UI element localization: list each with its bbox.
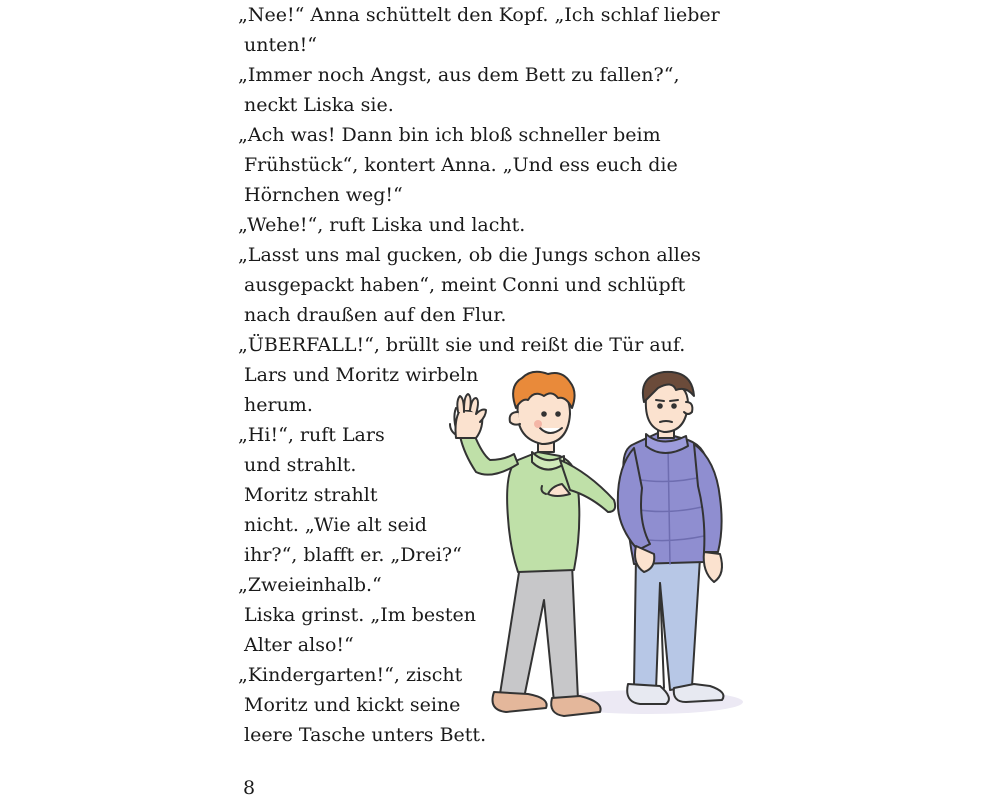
text-line: „ÜBERFALL!“, brüllt sie und reißt die Tür auf. (238, 334, 686, 356)
text-line: „Zweieinhalb.“ (238, 574, 382, 596)
text-line: Liska grinst. „Im besten (244, 604, 477, 626)
text-line: neckt Liska sie. (244, 94, 394, 116)
text-line: nach draußen auf den Flur. (244, 304, 507, 326)
text-line: unten!“ (244, 34, 317, 56)
text-line: ausgepackt haben“, meint Conni und schlüpft (244, 274, 686, 296)
page-number: 8 (243, 777, 256, 799)
text-line: Moritz strahlt (244, 484, 378, 506)
moritz-figure (618, 372, 724, 704)
text-line: Frühstück“, kontert Anna. „Und ess euch die (244, 154, 678, 176)
text-line: „Hi!“, ruft Lars (238, 424, 385, 446)
text-line: Alter also!“ (244, 634, 354, 656)
text-line: „Wehe!“, ruft Liska und lacht. (238, 214, 526, 236)
text-line: leere Tasche unters Bett. (244, 724, 487, 746)
text-line: „Ach was! Dann bin ich bloß schneller beim (238, 124, 661, 146)
text-line: und strahlt. (244, 454, 357, 476)
text-line: Lars und Moritz wirbeln (244, 364, 479, 386)
text-line: Moritz und kickt seine (244, 694, 461, 716)
text-line: ihr?“, blafft er. „Drei?“ (244, 544, 462, 566)
text-line: „Immer noch Angst, aus dem Bett zu fallen?“, (238, 64, 680, 86)
lars-figure (450, 372, 615, 716)
text-line: Hörnchen weg!“ (244, 184, 403, 206)
text-line: „Lasst uns mal gucken, ob die Jungs schon alles (238, 244, 701, 266)
text-line: nicht. „Wie alt seid (244, 514, 427, 536)
text-line: „Nee!“ Anna schüttelt den Kopf. „Ich schlaf lieber (238, 4, 720, 26)
text-line: herum. (244, 394, 313, 416)
text-line: „Kindergarten!“, zischt (238, 664, 463, 686)
boys-illustration (448, 368, 748, 730)
